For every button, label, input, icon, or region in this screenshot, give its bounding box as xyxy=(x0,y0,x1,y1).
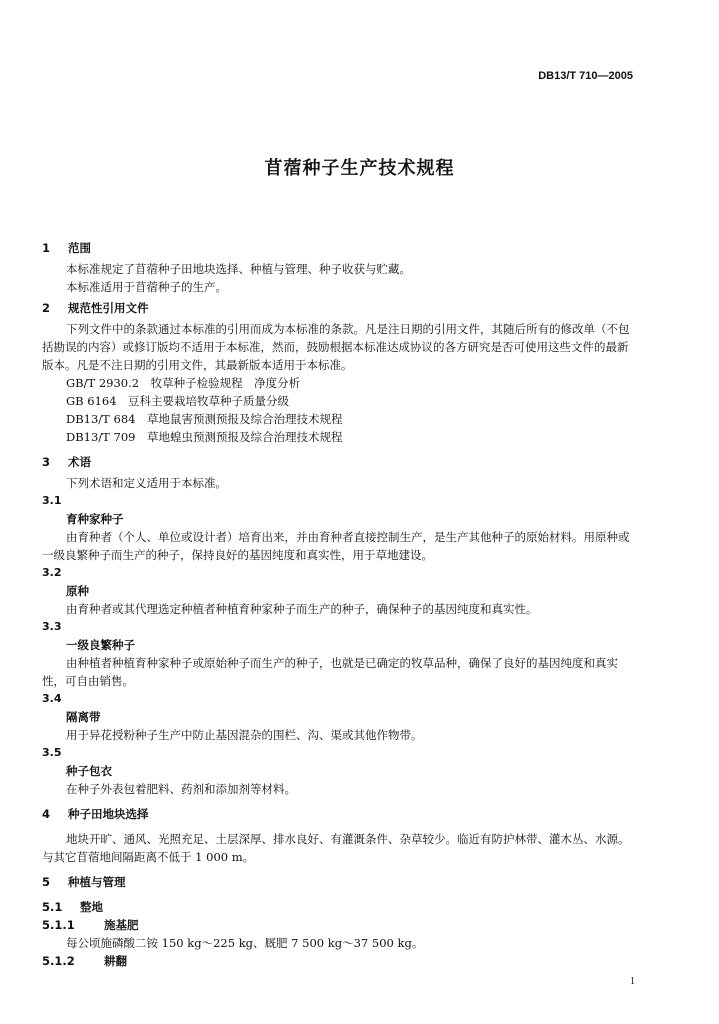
term-definition: 用于异花授粉种子生产中防止基因混杂的围栏、沟、渠或其他作物带。 xyxy=(66,728,423,742)
paragraph: 每公顷施磷酸二铵 150 kg～225 kg、厩肥 7 500 kg～37 500 kg。 xyxy=(66,936,424,950)
term-definition: 在种子外表包着肥料、药剂和添加剂等材料。 xyxy=(66,782,296,796)
term-number: 3.2 xyxy=(42,566,62,579)
paragraph: 本标准适用于苜蓿种子的生产。 xyxy=(66,280,227,294)
subsection-title: 施基肥 xyxy=(104,918,139,932)
term-number: 3.4 xyxy=(42,692,62,705)
subsection-title: 整地 xyxy=(80,900,103,914)
document-title: 苜蓿种子生产技术规程 xyxy=(264,158,455,179)
section-title: 范围 xyxy=(68,241,91,255)
section-number: 2 xyxy=(42,301,51,315)
section-3-heading xyxy=(42,454,638,470)
document-body xyxy=(42,240,638,970)
subsection-title: 耕翻 xyxy=(104,954,127,968)
paragraph: 下列文件中的条款通过本标准的引用而成为本标准的条款。凡是注日期的引用文件，其随后所有的修改单（不包括勘误的内容）或修订版均不适用于本标准，然而，鼓励根据本标准达成协议的各方研究是否可使用这些文件的最新版本。凡是不注日期的引用文件，其最新版本适用于本标准。 xyxy=(42,322,630,372)
section-2-heading xyxy=(42,300,638,316)
term-name: 原种 xyxy=(66,584,89,598)
reference-item: DB13/T 684 草地鼠害预测预报及综合治理技术规程 xyxy=(66,412,343,426)
term-definition: 由育种者或其代理选定种植者种植育种家种子而生产的种子，确保种子的基因纯度和真实性。 xyxy=(66,602,538,616)
subsection-number: 5.1.1 xyxy=(42,918,75,932)
term-name: 种子包衣 xyxy=(66,764,112,778)
paragraph: 下列术语和定义适用于本标准。 xyxy=(66,476,227,490)
section-number: 4 xyxy=(42,807,51,821)
term-number: 3.5 xyxy=(42,746,62,759)
term-definition: 由种植者种植育种家种子或原始种子而生产的种子，也就是已确定的牧草品种，确保了良好的基因纯度和真实性，可自由销售。 xyxy=(42,656,618,688)
term-definition: 由育种者（个人、单位或设计者）培育出来，并由育种者直接控制生产，是生产其他种子的原始材料。用原种或一级良繁种子而生产的种子，保持良好的基因纯度和真实性，用于草地建设。 xyxy=(42,530,630,562)
term-name: 一级良繁种子 xyxy=(66,638,135,652)
paragraph: 本标准规定了苜蓿种子田地块选择、种植与管理、种子收获与贮藏。 xyxy=(66,262,411,276)
section-title: 规范性引用文件 xyxy=(68,301,149,315)
term-number: 3.3 xyxy=(42,620,62,633)
subsection-number: 5.1 xyxy=(42,900,63,914)
section-title: 种植与管理 xyxy=(68,875,126,889)
reference-item: DB13/T 709 草地蝗虫预测预报及综合治理技术规程 xyxy=(66,430,343,444)
page-number: 1 xyxy=(630,976,635,987)
reference-item: GB 6164 豆科主要栽培牧草种子质量分级 xyxy=(66,394,290,408)
section-number: 3 xyxy=(42,455,51,469)
section-title: 种子田地块选择 xyxy=(68,807,149,821)
term-number: 3.1 xyxy=(42,494,62,507)
section-4-heading xyxy=(42,806,638,822)
section-title: 术语 xyxy=(68,455,91,469)
section-1-heading xyxy=(42,240,638,256)
section-5-heading xyxy=(42,874,638,890)
paragraph: 地块开旷、通风、光照充足、土层深厚、排水良好、有灌溉条件、杂草较少。临近有防护林带、灌木丛、水源。与其它苜蓿地间隔距离不低于 1 000 m。 xyxy=(42,832,630,864)
subsection-number: 5.1.2 xyxy=(42,954,75,968)
subsection-5-1-2-heading xyxy=(42,952,638,970)
term-name: 隔离带 xyxy=(66,710,101,724)
subsection-5-1-heading xyxy=(42,898,638,916)
section-number: 1 xyxy=(42,241,51,255)
subsection-5-1-1-heading xyxy=(42,916,638,934)
term-name: 育种家种子 xyxy=(66,512,124,526)
section-number: 5 xyxy=(42,875,51,889)
reference-item: GB/T 2930.2 牧草种子检验规程 净度分析 xyxy=(66,376,301,390)
standard-code: DB13/T 710—2005 xyxy=(538,70,633,82)
